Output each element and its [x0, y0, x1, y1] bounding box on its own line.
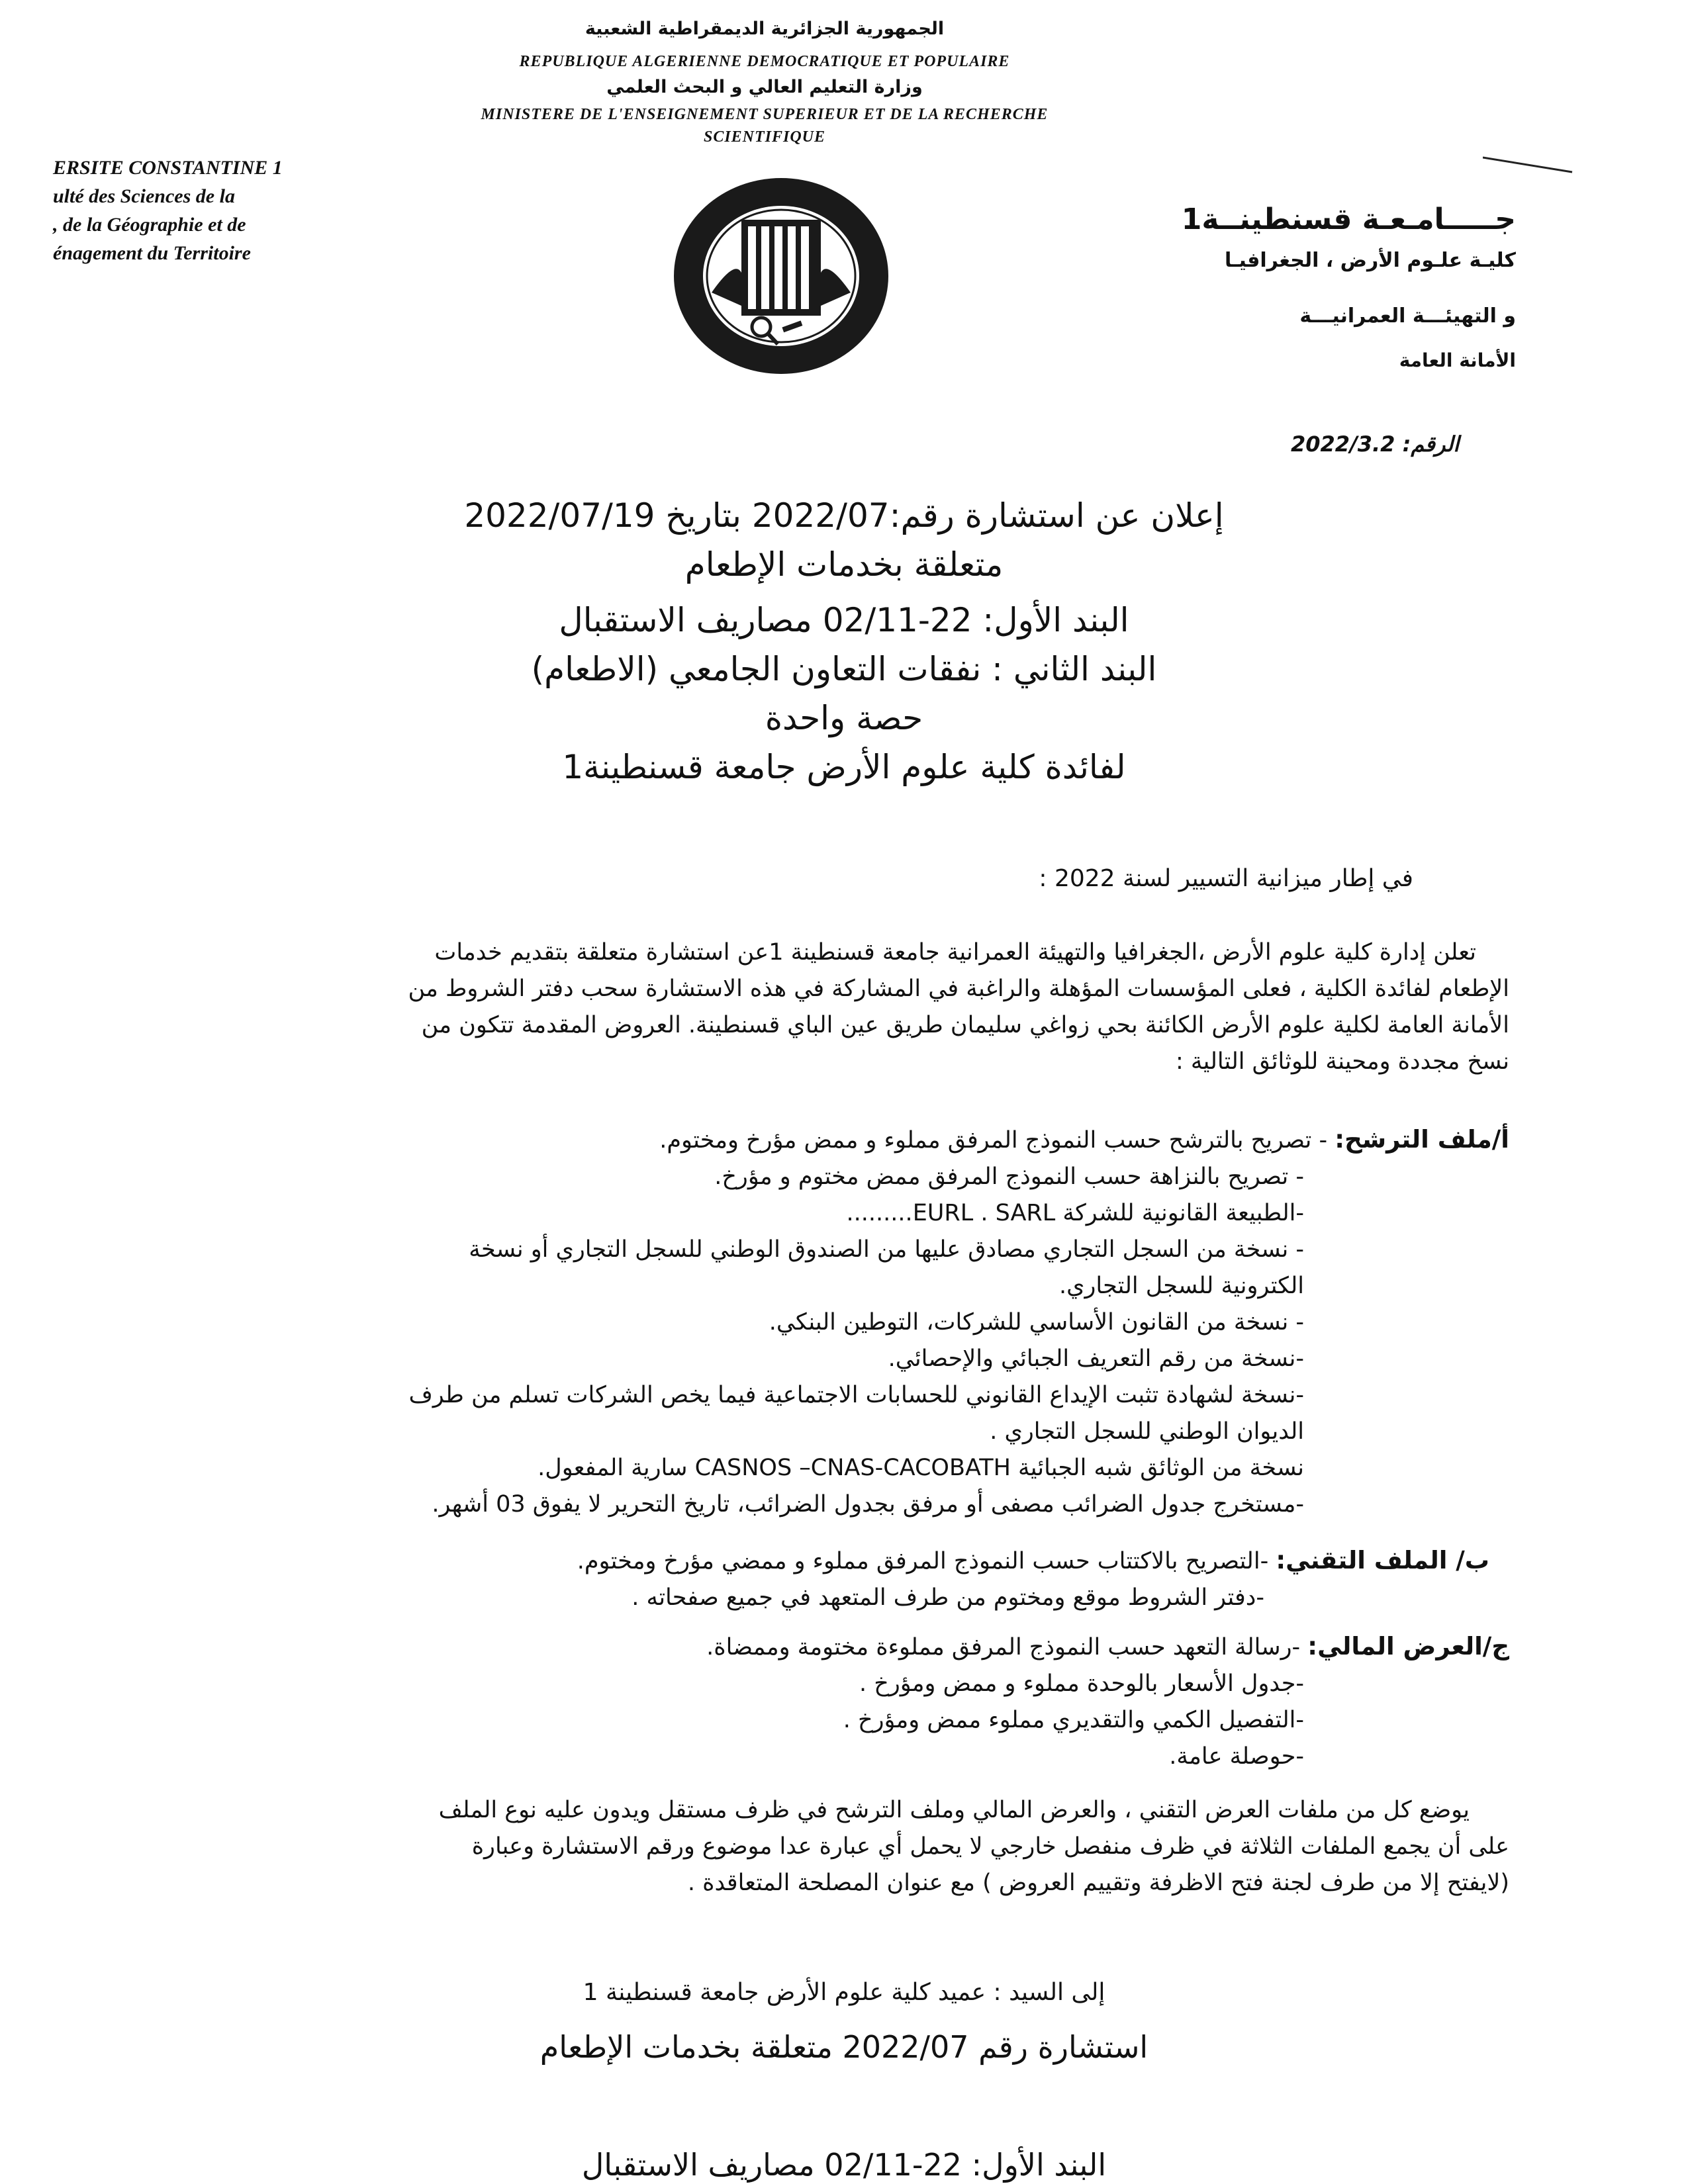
section-b-first [99, 1542, 1489, 1580]
header-ar-republic: الجمهورية الجزائرية الديمقراطية الشعبية [585, 19, 945, 39]
title-line: البند الأول: 22-02/11 مصاريف الاستقبال [559, 601, 1129, 639]
section-c-label: ج/العرض المالي: [1307, 1632, 1509, 1661]
secretariat-ar: الأمانة العامة [1399, 349, 1516, 371]
section-a-item: -الطبيعة القانونية للشركة EURL . SARL......... [846, 1200, 1304, 1226]
paragraph-line: تعلن إدارة كلية علوم الأرض ،الجغرافيا والتهيئة العمرانية جامعة قسنطينة 1عن استشارة متعلقة بتقديم خدمات [434, 939, 1476, 966]
section-a-item: الديوان الوطني للسجل التجاري . [990, 1418, 1304, 1445]
paragraph-line: نسخ مجددة ومحينة للوثائق التالية : [1175, 1048, 1509, 1075]
header-ar-ministry: وزارة التعليم العالي و البحث العلمي [606, 77, 923, 97]
header-fr-republic: REPUBLIQUE ALGERIENNE DEMOCRATIQUE ET POPULAIRE [519, 53, 1010, 70]
title-line: لفائدة كلية علوم الأرض جامعة قسنطينة1 [562, 748, 1126, 786]
section-technical [99, 1542, 1489, 1616]
faculty-fr-line: ulté des Sciences de la [53, 185, 235, 207]
announcement-title [0, 491, 1688, 792]
reference-label: الرقم: [1402, 432, 1460, 457]
planning-ar: و التهيئـــة العمرانيـــة [1299, 304, 1516, 328]
university-name-ar: جـــــامـعـة قسنطينــة1 [1181, 203, 1516, 236]
section-a-item: - تصريح بالترشح حسب النموذج المرفق مملوء و ممض مؤرخ ومختوم. [659, 1127, 1328, 1154]
faculty-name-ar: كليـة علـوم الأرض ، الجغرافيـا [1224, 249, 1516, 272]
section-a-item: الكترونية للسجل التجاري. [1058, 1273, 1304, 1299]
title-line: متعلقة بخدمات الإطعام [684, 545, 1004, 584]
section-a-item: -نسخة من رقم التعريف الجبائي والإحصائي. [888, 1345, 1304, 1372]
section-a-item: -نسخة لشهادة تثبت الإيداع القانوني للحسابات الاجتماعية فيما يخص الشركات تسلم من طرف [408, 1382, 1304, 1408]
section-a-item: - نسخة من السجل التجاري مصادق عليها من الصندوق الوطني للسجل التجاري أو نسخة [469, 1236, 1304, 1263]
section-c-item: -جدول الأسعار بالوحدة مملوء و ممض ومؤرخ . [859, 1670, 1304, 1697]
section-c-item: -التفصيل الكمي والتقديري مملوء ممض ومؤرخ . [843, 1707, 1304, 1733]
section-a-item: - نسخة من القانون الأساسي للشركات، التوطين البنكي. [769, 1309, 1304, 1336]
section-c-item: -رسالة التعهد حسب النموذج المرفق مملوءة مختومة وممضاة. [706, 1634, 1301, 1661]
section-c-first [99, 1628, 1509, 1666]
university-seal-icon [669, 173, 894, 379]
section-b-item: -التصريح بالاكتتاب حسب النموذج المرفق مملوء و ممضي مؤرخ ومختوم. [577, 1548, 1269, 1574]
closing-line: (لايفتح إلا من طرف لجنة فتح الاظرفة وتقييم العروض ) مع عنوان المصلحة المتعاقدة . [687, 1870, 1509, 1896]
paragraph-line: الإطعام لفائدة الكلية ، فعلى المؤسسات المؤهلة والراغبة في المشاركة في هذه الاستشارة سحب دفتر الشروط من [408, 976, 1509, 1002]
section-c-item: -حوصلة عامة. [1169, 1743, 1304, 1770]
section-b-label: ب/ الملف التقني: [1276, 1546, 1489, 1574]
section-b-item: -دفتر الشروط موقع ومختوم من طرف المتعهد في جميع صفحاته . [632, 1584, 1264, 1611]
faculty-fr-line: , de la Géographie et de [53, 214, 246, 236]
footer-line: استشارة رقم 2022/07 متعلقة بخدمات الإطعام [539, 2029, 1149, 2065]
paragraph-line: الأمانة العامة لكلية علوم الأرض الكائنة بحي زواغي سليمان طريق عين الباي قسنطينة. العروض المقدمة تتكون من [421, 1012, 1509, 1038]
announcement-paragraph [99, 934, 1509, 1080]
title-line: البند الثاني : نفقات التعاون الجامعي (الاطعام) [531, 650, 1157, 688]
closing-line: على أن يجمع الملفات الثلاثة في ظرف منفصل خارجي لا يحمل أي عبارة عدا موضوع ورقم الاستشارة وعبارة [471, 1833, 1509, 1860]
faculty-fr-line: ERSITE CONSTANTINE 1 [53, 157, 283, 179]
title-line: حصة واحدة [765, 699, 923, 737]
faculty-fr-line: énagement du Territoire [53, 242, 251, 264]
section-a-item: -مستخرج جدول الضرائب مصفى أو مرفق بجدول الضرائب، تاريخ التحرير لا يفوق 03 أشهر. [432, 1491, 1304, 1518]
scan-mark [1483, 152, 1575, 179]
faculty-fr-block [53, 154, 283, 267]
footer-line: البند الأول: 22-02/11 مصاريف الاستقبال [581, 2147, 1107, 2183]
section-a-label: أ/ملف الترشح: [1335, 1125, 1509, 1154]
closing-line: يوضع كل من ملفات العرض التقني ، والعرض المالي وملف الترشح في ظرف مستقل ويدون عليه نوع الملف [438, 1797, 1470, 1823]
title-line: إعلان عن استشارة رقم:2022/07 بتاريخ 2022/07/19 [464, 496, 1224, 535]
header-fr-ministry: MINISTERE DE L'ENSEIGNEMENT SUPERIEUR ET DE LA RECHERCHE [481, 106, 1049, 123]
section-financial [99, 1628, 1509, 1775]
header-fr-ministry-2: SCIENTIFIQUE [703, 128, 826, 146]
reference-number [1291, 432, 1459, 457]
budget-intro: في إطار ميزانية التسيير لسنة 2022 : [1039, 865, 1413, 892]
section-a-item: - تصريح بالنزاهة حسب النموذج المرفق ممض مختوم و مؤرخ. [714, 1163, 1304, 1190]
section-candidacy [99, 1121, 1509, 1523]
addressee: إلى السيد : عميد كلية علوم الأرض جامعة قسنطينة 1 [583, 1979, 1105, 2006]
closing-paragraph [93, 1792, 1509, 1901]
reference-value: 2022/3.2 [1291, 432, 1395, 457]
section-a-first [99, 1121, 1509, 1159]
section-a-item: نسخة من الوثائق شبه الجبائية CASNOS –CNAS-CACOBATH سارية المفعول. [538, 1455, 1304, 1481]
